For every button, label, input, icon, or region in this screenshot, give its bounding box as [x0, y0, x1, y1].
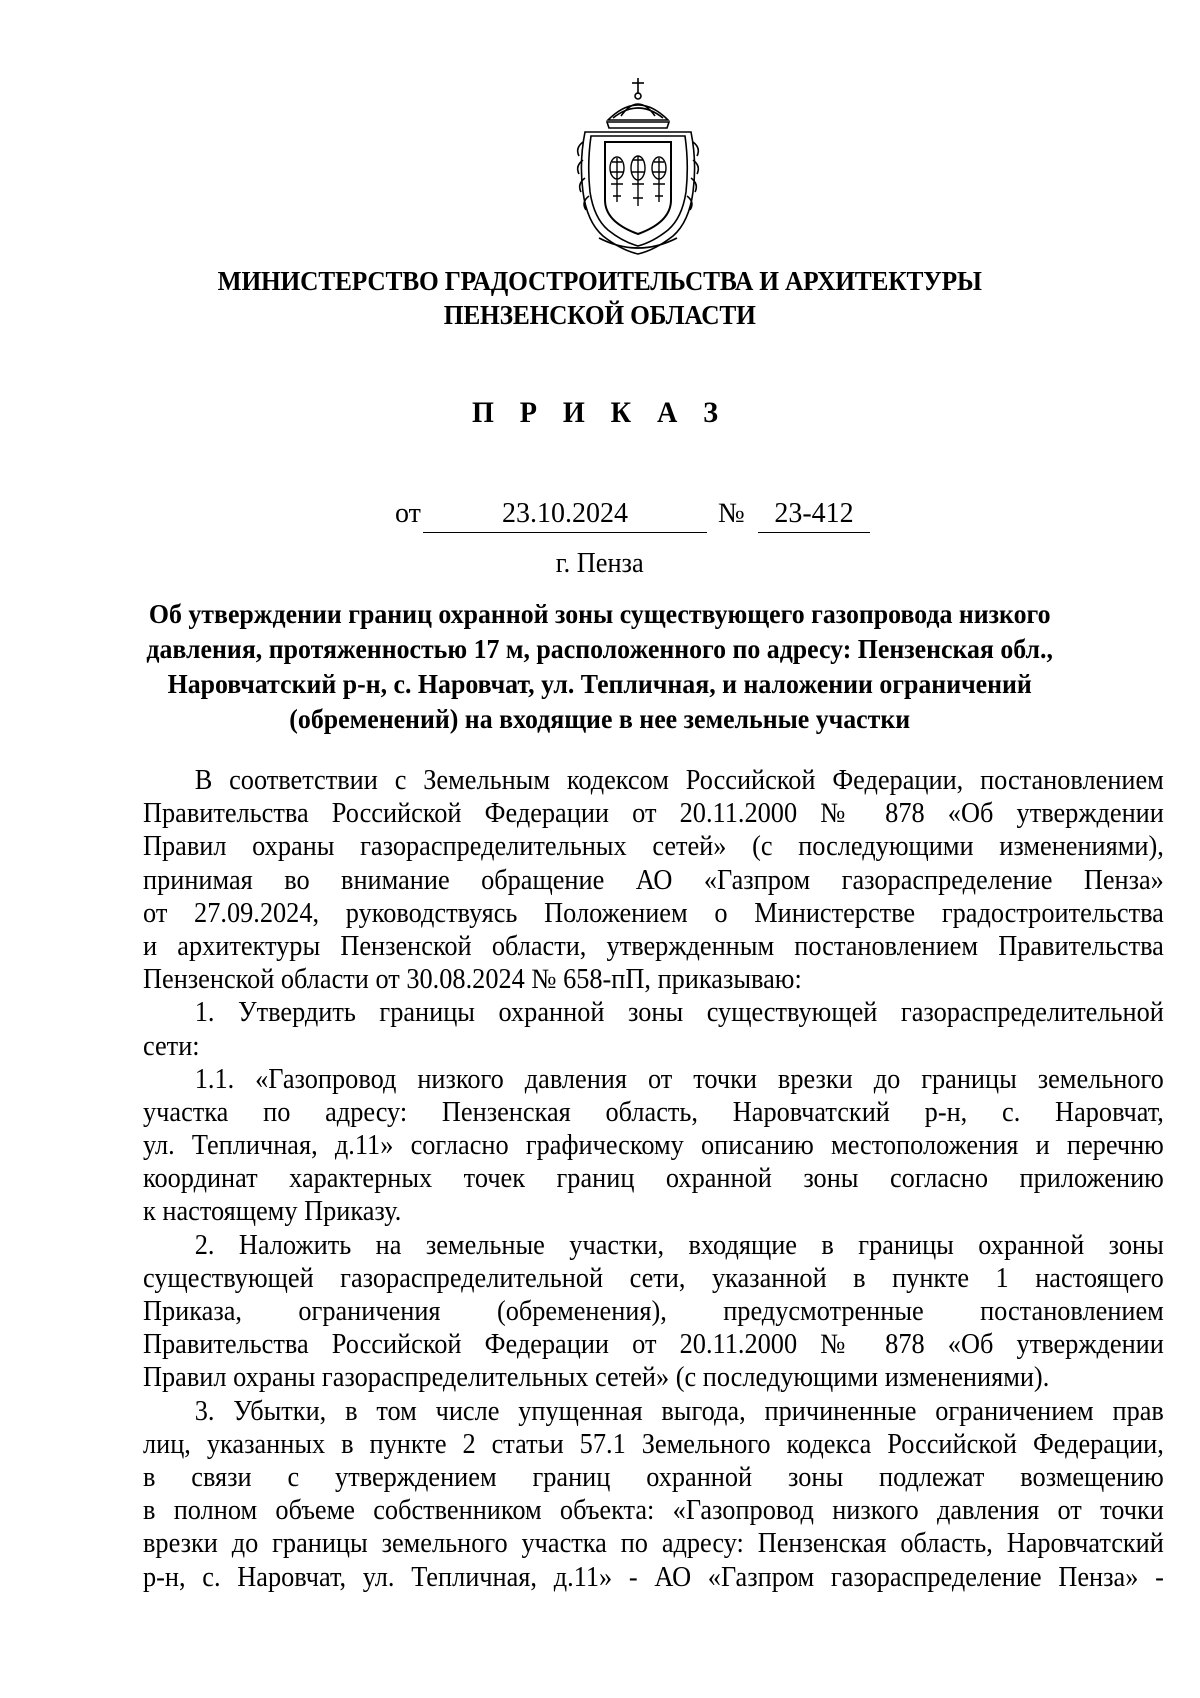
body-line: Правительства Российской Федерации от 20.11.2000 № 878 «Об утверждении — [143, 798, 1164, 830]
body-line: лиц, указанных в пункте 2 статьи 57.1 Земельного кодекса Российской Федерации, — [143, 1428, 1164, 1460]
body-line: Пензенской области от 30.08.2024 № 658-пП, приказываю: — [143, 964, 802, 996]
ministry-line-1: МИНИСТЕРСТВО ГРАДОСТРОИТЕЛЬСТВА И АРХИТЕКТУРЫ — [217, 266, 982, 296]
title-line: Об утверждении границ охранной зоны существующего газопровода низкого — [148, 598, 1051, 629]
body-line: существующей газораспределительной сети, указанной в пункте 1 настоящего — [143, 1262, 1164, 1294]
title-line: давления, протяженностью 17 м, расположенного по адресу: Пензенская обл., — [146, 633, 1053, 664]
body-line: р-н, с. Наровчат, ул. Тепличная, д.11» - АО «Газпром газораспределение Пенза» - — [143, 1561, 1164, 1593]
body-line: Правил охраны газораспределительных сетей» (с последующими изменениями). — [143, 1362, 1050, 1394]
date-prefix: от — [395, 498, 421, 529]
ministry-line-2: ПЕНЗЕНСКОЙ ОБЛАСТИ — [443, 300, 756, 330]
body-line: сети: — [143, 1030, 200, 1062]
body-line: В соответствии с Земельным кодексом Российской Федерации, постановлением — [194, 765, 1164, 796]
body-line: 3. Убытки, в том числе упущенная выгода, причиненные ограничением прав — [194, 1395, 1164, 1427]
body-line: врезки до границы земельного участка по адресу: Пензенская область, Наровчатский — [143, 1528, 1164, 1560]
coat-of-arms-icon — [563, 72, 713, 262]
ministry-name — [0, 264, 1199, 332]
body-line: Правительства Российской Федерации от 20.11.2000 № 878 «Об утверждении — [143, 1329, 1164, 1361]
document-body — [143, 764, 1164, 1594]
body-line: в полном объеме собственником объекта: «Газопровод низкого давления от точки — [143, 1495, 1164, 1527]
document-date: 23.10.2024 — [423, 498, 707, 533]
title-line: Наровчатский р-н, с. Наровчат, ул. Тепличная, и наложении ограничений — [167, 668, 1032, 699]
document-type: П Р И К А З — [471, 396, 728, 429]
date-number-line — [0, 498, 1200, 538]
body-line: Правил охраны газораспределительных сетей» (с последующими изменениями), — [143, 831, 1164, 863]
body-line: Приказа, ограничения (обременения), предусмотренные постановлением — [143, 1296, 1164, 1327]
body-line: к настоящему Приказу. — [143, 1196, 402, 1228]
body-line: в связи с утверждением границ охранной зоны подлежат возмещению — [143, 1461, 1164, 1493]
body-line: и архитектуры Пензенской области, утвержденным постановлением Правительства — [143, 930, 1164, 962]
body-line: координат характерных точек границ охранной зоны согласно приложению — [143, 1163, 1164, 1195]
body-line: участка по адресу: Пензенская область, Наровчатский р-н, с. Наровчат, — [143, 1096, 1164, 1128]
title-line: (обременений) на входящие в нее земельные участки — [289, 703, 911, 734]
body-line: от 27.09.2024, руководствуясь Положением о Министерстве градостроительства — [143, 897, 1164, 929]
document-number: 23-412 — [758, 498, 870, 533]
body-line: принимая во внимание обращение АО «Газпром газораспределение Пенза» — [143, 864, 1164, 896]
body-line: 1. Утвердить границы охранной зоны существующей газораспределительной — [194, 997, 1164, 1029]
city: г. Пенза — [555, 548, 644, 579]
body-line: 2. Наложить на земельные участки, входящие в границы охранной зоны — [194, 1229, 1164, 1261]
document-title — [0, 596, 1199, 736]
body-line: ул. Тепличная, д.11» согласно графическому описанию местоположения и перечню — [143, 1130, 1164, 1162]
number-prefix: № — [718, 498, 745, 529]
body-line: 1.1. «Газопровод низкого давления от точки врезки до границы земельного — [194, 1063, 1164, 1095]
